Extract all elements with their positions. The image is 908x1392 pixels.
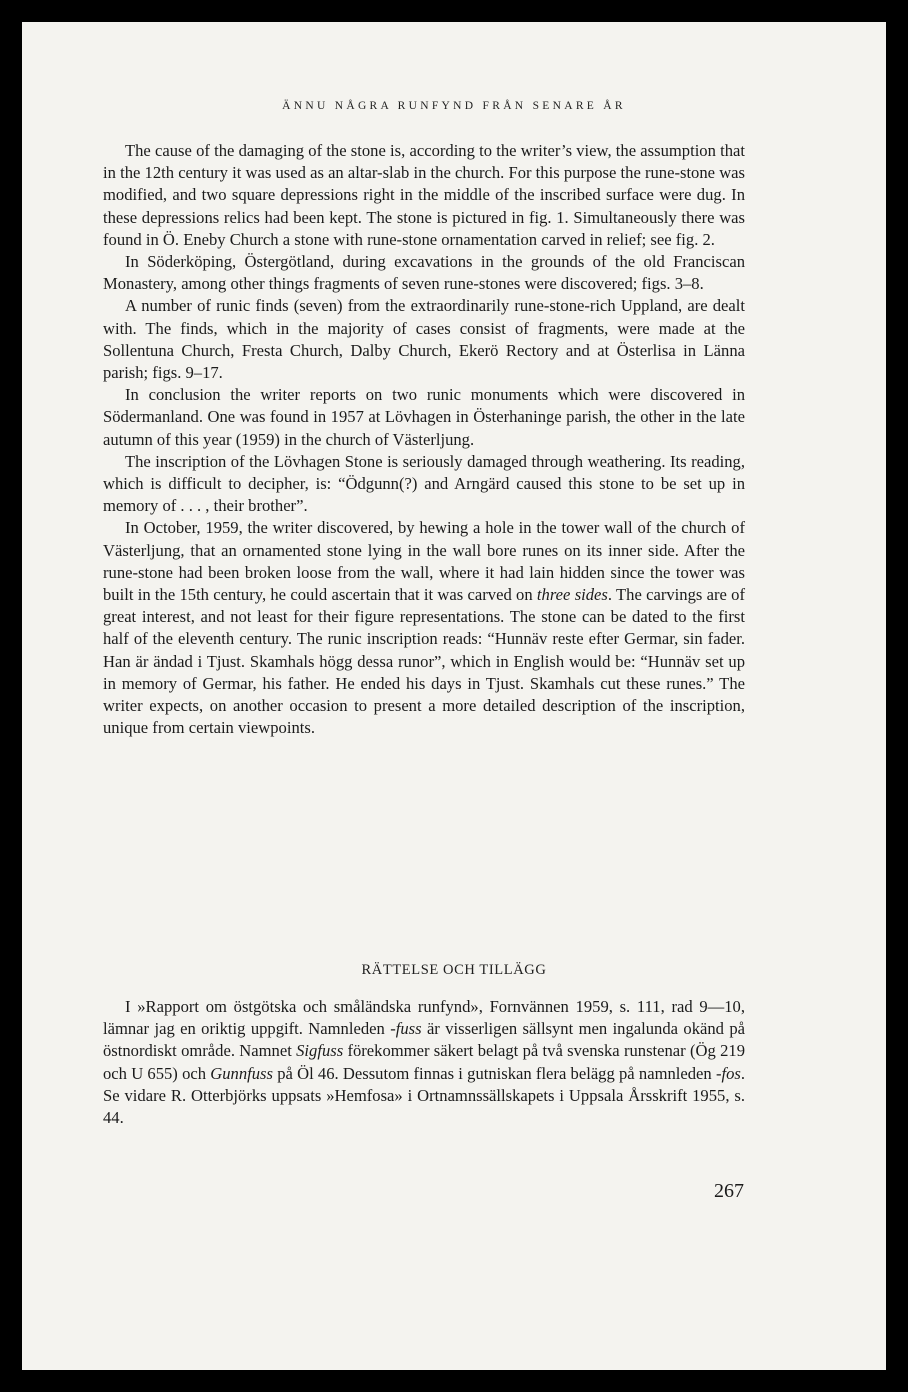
note-text-d: på Öl 46. Dessutom finnas i gutniskan flera belägg på namnleden [272, 1063, 716, 1083]
paragraph-5 [103, 451, 745, 518]
summary-body [103, 140, 745, 739]
paragraph-6-emphasis: three sides [536, 585, 608, 605]
paragraph-6 [103, 517, 745, 739]
paragraph-2 [103, 251, 745, 295]
paragraph-2-text: In Söderköping, Östergötland, during excavations in the grounds of the old Franciscan Monastery, among other things fragments of seven rune-stones were discovered; figs. 3–8. [103, 252, 745, 294]
paragraph-1-text: The cause of the damaging of the stone is, according to the writer’s view, the assumption that in the 12th century it was used as an altar-slab in the church. For this purpose the rune-stone was modified, and two square depressions right in the middle of the inscribed surface were dug. In these depressions relics had been kept. The stone is pictured in fig. 1. Simultaneously there was found in Ö. Eneby Church a stone with rune-stone ornamentation carved in relief; see fig. 2. [103, 141, 745, 249]
section-title: RÄTTELSE OCH TILLÄGG [361, 962, 547, 978]
correction-note [103, 996, 745, 1129]
paragraph-3-text: A number of runic finds (seven) from the extraordinarily rune-stone-rich Uppland, are dealt with. The finds, which in the majority of cases consist of fragments, were made at the Sollentuna Church, Fresta Church, Dalby Church, Ekerö Rectory and at Österlisa in Länna parish; figs. 9–17. [103, 296, 745, 383]
note-emphasis-fos: -fos [715, 1063, 741, 1083]
note-emphasis-gunnfuss: Gunnfuss [210, 1063, 273, 1083]
page-sheet [22, 22, 886, 1370]
note-text-e: . Se vidare R. Otterbjörks uppsats »Hemfosa» i Ortnamnssällskapets i Uppsala Årsskrift 1955, s. 44. [103, 1063, 745, 1128]
paragraph-1 [103, 140, 745, 251]
running-head: ÄNNU NÅGRA RUNFYND FRÅN SENARE ÅR [282, 100, 626, 112]
note-text-a: I »Rapport om östgötska och småländska runfynd», Fornvännen 1959, s. 111, rad 9—10, lämnar jag en oriktig uppgift. Namnleden [103, 997, 745, 1039]
note-emphasis-fuss: -fuss [390, 1019, 422, 1039]
note-text-c: förekommer säkert belagt på två svenska runstenar (Ög 219 och U 655) och [103, 1041, 746, 1083]
paragraph-4 [103, 384, 745, 451]
paragraph-6-text-b: . The carvings are of great interest, and not least for their figure representations. The stone can be dated to the first half of the eleventh century. The runic inscription reads: “Hunnäv reste efter Germar, sin fader. Han är ändad i Tjust. Skamhals högg dessa runor”, which in English would be: “Hunnäv set up in memory of Germar, his father. He ended his days in Tjust. Skamhals cut these runes.” The writer expects, on another occasion to present a more detailed description of the inscription, unique from certain viewpoints. [103, 585, 745, 738]
note-text-b: är visserligen sällsynt men ingalunda okänd på östnordiskt område. Namnet [103, 1019, 746, 1061]
paragraph-4-text: In conclusion the writer reports on two runic monuments which were discovered in Södermanland. One was found in 1957 at Lövhagen in Österhaninge parish, the other in the late autumn of this year (1959) in the church of Västerljung. [103, 385, 745, 449]
note-emphasis-sigfuss: Sigfuss [296, 1041, 344, 1061]
paragraph-5-text: The inscription of the Lövhagen Stone is seriously damaged through weathering. Its reading, which is difficult to decipher, is: “Ödgunn(?) and Arngärd caused this stone to be set up in memory of . . . , their brother”. [103, 451, 745, 516]
page-number: 267 [714, 1180, 744, 1202]
note-paragraph [103, 996, 745, 1129]
paragraph-3 [103, 295, 745, 384]
paragraph-6-text-a: In October, 1959, the writer discovered, by hewing a hole in the tower wall of the church of Västerljung, that an ornamented stone lying in the wall bore runes on its inner side. After the rune-stone had been broken loose from the wall, where it had lain hidden since the tower was built in the 15th century, he could ascertain that it was carved on [103, 518, 745, 605]
